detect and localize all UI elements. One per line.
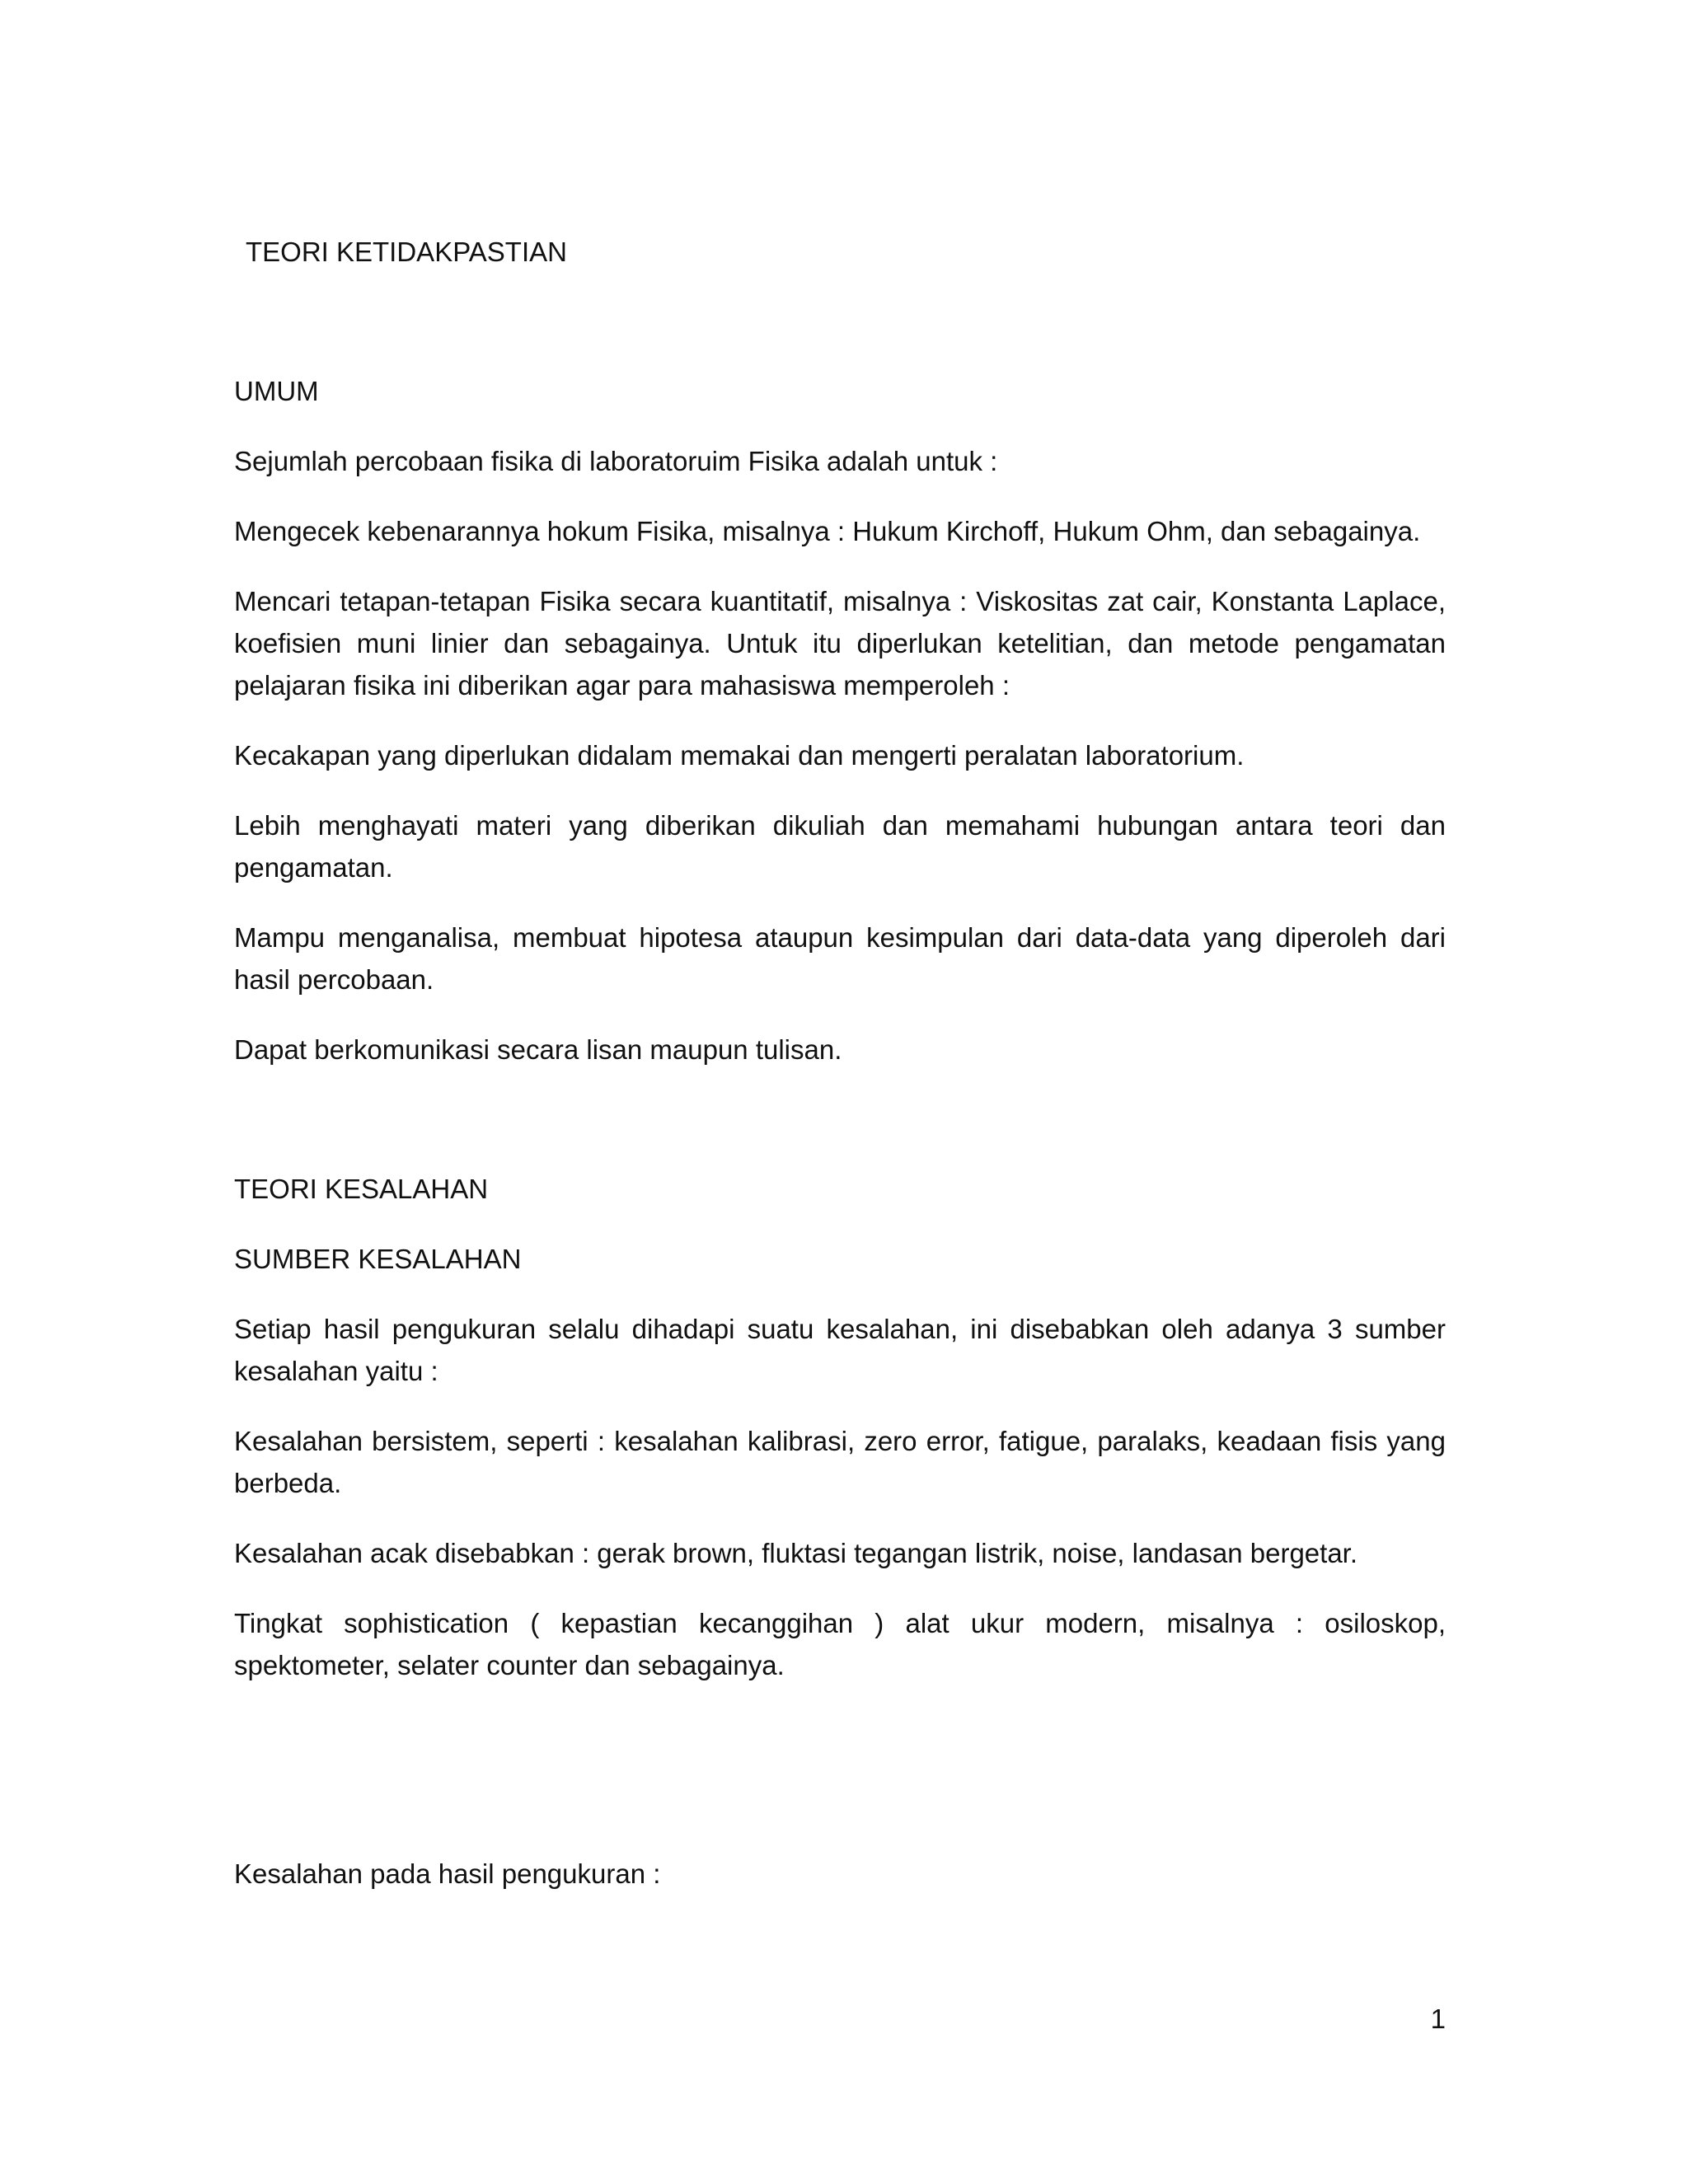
paragraph: Mampu menganalisa, membuat hipotesa ataupun kesimpulan dari data-data yang diperoleh dari hasil percobaan. xyxy=(234,922,1446,995)
paragraph: Mencari tetapan-tetapan Fisika secara kuantitatif, misalnya : Viskositas zat cair, Konstanta Laplace, koefisien muni linier dan sebagainya. Untuk itu diperlukan ketelitian, dan metode pengamatan pelajaran fisika ini diberikan agar para mahasiswa memperoleh : xyxy=(234,586,1446,701)
paragraph: Mengecek kebenarannya hokum Fisika, misalnya : Hukum Kirchoff, Hukum Ohm, dan sebagainya. xyxy=(234,516,1421,546)
paragraph: Setiap hasil pengukuran selalu dihadapi suatu kesalahan, ini disebabkan oleh adanya 3 sumber kesalahan yaitu : xyxy=(234,1314,1446,1386)
paragraph: Lebih menghayati materi yang diberikan dikuliah dan memahami hubungan antara teori dan pengamatan. xyxy=(234,810,1446,883)
paragraph: Dapat berkomunikasi secara lisan maupun tulisan. xyxy=(234,1034,842,1065)
section-heading-teori-kesalahan: TEORI KESALAHAN xyxy=(234,1174,489,1204)
paragraph: Kesalahan bersistem, seperti : kesalahan kalibrasi, zero error, fatigue, paralaks, keadaan fisis yang berbeda. xyxy=(234,1426,1446,1498)
closing-line: Kesalahan pada hasil pengukuran : xyxy=(234,1858,661,1889)
paragraph: Sejumlah percobaan fisika di laboratoruim Fisika adalah untuk : xyxy=(234,446,998,476)
paragraph: Kesalahan acak disebabkan : gerak brown, fluktasi tegangan listrik, noise, landasan bergetar. xyxy=(234,1538,1358,1568)
paragraph: Kecakapan yang diperlukan didalam memakai dan mengerti peralatan laboratorium. xyxy=(234,740,1245,771)
subsection-heading-sumber-kesalahan: SUMBER KESALAHAN xyxy=(234,1244,522,1274)
document-body xyxy=(234,231,1446,1923)
paragraph: Tingkat sophistication ( kepastian kecanggihan ) alat ukur modern, misalnya : osiloskop, spektometer, selater counter dan sebagainya. xyxy=(234,1608,1446,1680)
page-number: 1 xyxy=(1430,2004,1446,2034)
section-heading-umum: UMUM xyxy=(234,376,319,406)
document-title: TEORI KETIDAKPASTIAN xyxy=(246,237,567,267)
